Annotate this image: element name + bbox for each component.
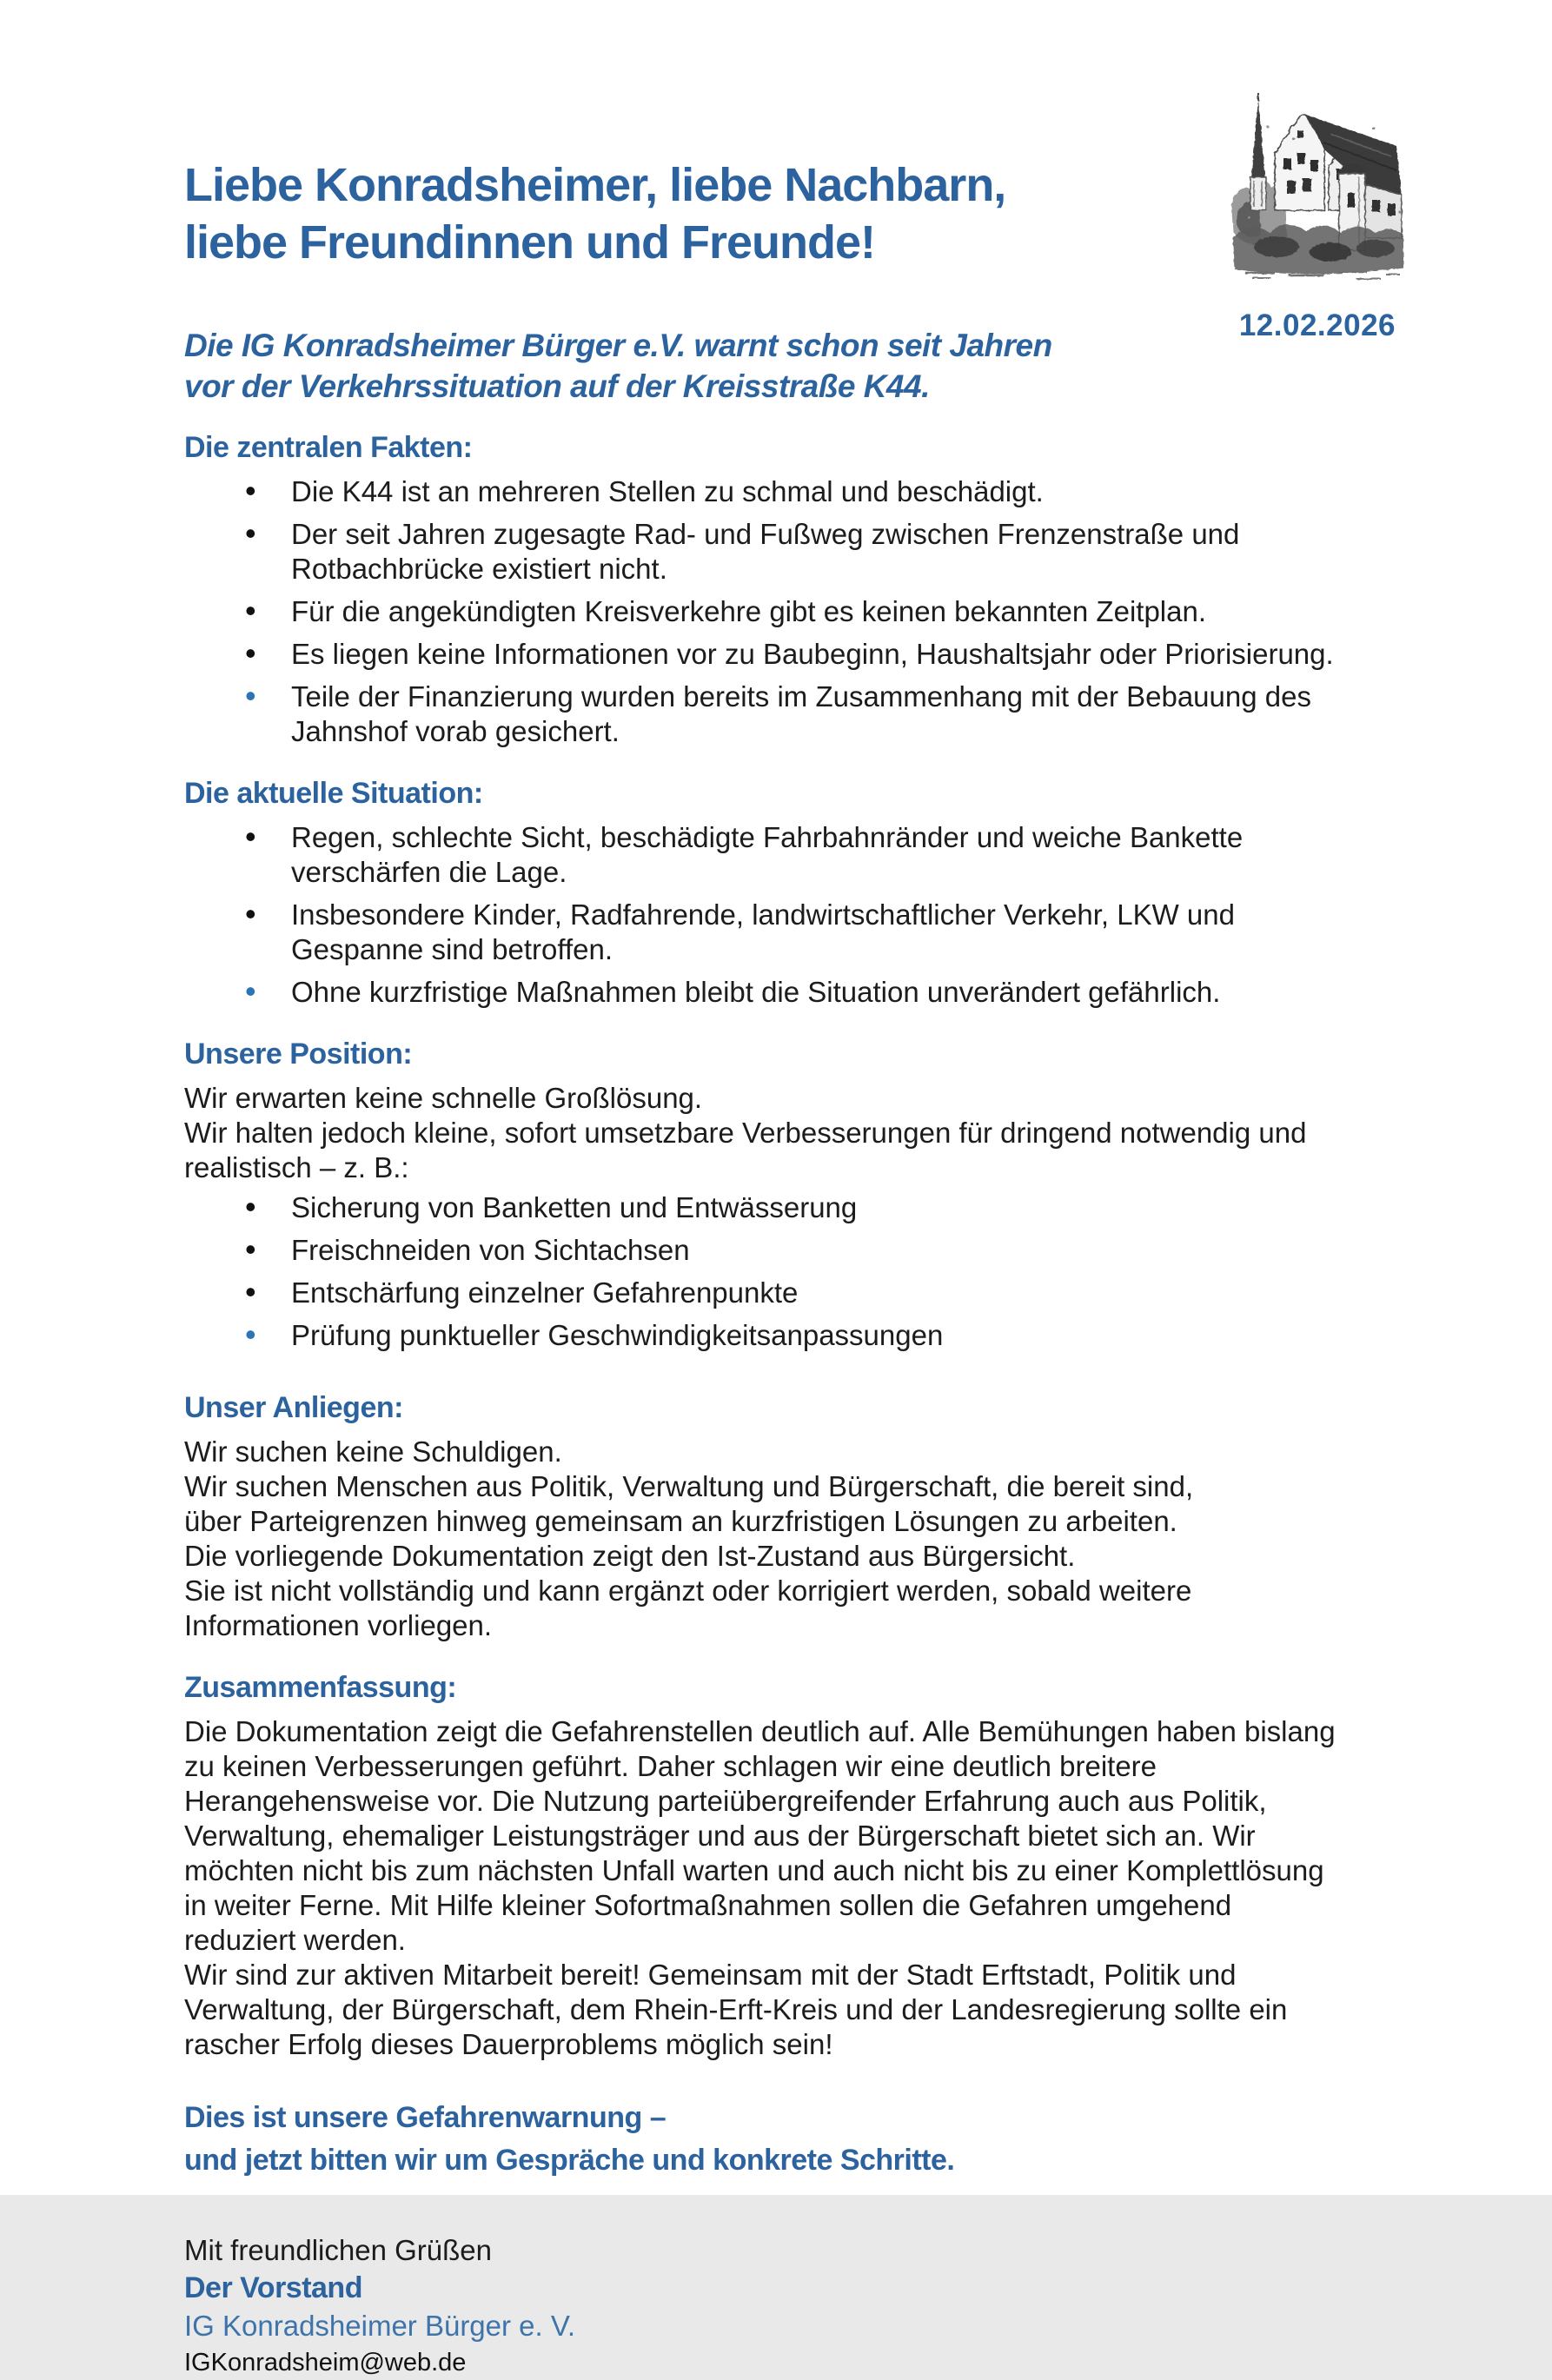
document-date: 12.02.2026 bbox=[1238, 308, 1396, 342]
situation-list bbox=[184, 820, 1435, 1010]
list-item: • Freischneiden von Sichtachsen bbox=[184, 1233, 1435, 1268]
position-list bbox=[184, 1190, 1435, 1353]
castle-sketch-image bbox=[1226, 89, 1413, 286]
list-item: • Teile der Finanzierung wurden bereits im Zusammenhang mit der Bebauung des Jahnshof vorab gesichert. bbox=[184, 680, 1435, 749]
facts-list bbox=[184, 474, 1435, 749]
closing-statement bbox=[184, 2097, 1435, 2182]
signature-org: IG Konradsheimer Bürger e. V. bbox=[184, 2310, 576, 2342]
signature-greeting: Mit freundlichen Grüßen bbox=[184, 2234, 492, 2266]
list-item: • Ohne kurzfristige Maßnahmen bleibt die Situation unverändert gefährlich. bbox=[184, 975, 1435, 1010]
letter-subtitle-line-1: Die IG Konradsheimer Bürger e.V. warnt schon seit Jahren bbox=[184, 328, 1052, 363]
list-item: • Der seit Jahren zugesagte Rad- und Fußweg zwischen Frenzenstraße und Rotbachbrücke existiert nicht. bbox=[184, 517, 1435, 587]
closing-line-1: Dies ist unsere Gefahrenwarnung – bbox=[184, 2101, 667, 2134]
section-heading-zusammenfassung: Zusammenfassung: bbox=[184, 1671, 457, 1704]
list-item: • Prüfung punktueller Geschwindigkeitsanpassungen bbox=[184, 1318, 1435, 1353]
signature-role: Der Vorstand bbox=[184, 2271, 362, 2304]
section-heading-facts: Die zentralen Fakten: bbox=[184, 431, 473, 464]
header-image-block bbox=[1213, 89, 1435, 343]
position-paragraph: Wir erwarten keine schnelle Großlösung. Wir halten jedoch kleine, sofort umsetzbare Verbesserungen für dringend notwendig und realistisch – z. B.: bbox=[184, 1082, 1307, 1183]
list-item: • Für die angekündigten Kreisverkehre gibt es keinen bekannten Zeitplan. bbox=[184, 594, 1435, 629]
signature-email: IGKonradsheim@web.de bbox=[184, 2349, 467, 2377]
zusammenfassung-paragraph: Die Dokumentation zeigt die Gefahrenstellen deutlich auf. Alle Bemühungen haben bislang zu keinen Verbesserungen geführt. Daher schlagen wir eine deutlich breitere Herangehensweise vor. Die Nutzung parteiübergreifender Erfahrung auch aus Politik, Verwaltung, ehemaliger Leistungsträger und aus der Bürgerschaft bietet sich an. Wir möchten nicht bis zum nächsten Unfall warten und auch nicht bis zu einer Komplettlösung in weiter Ferne. Mit Hilfe kleiner Sofortmaßnahmen sollen die Gefahren umgehend reduziert werden. Wir sind zur aktiven Mitarbeit bereit! Gemeinsam mit der Stadt Erftstadt, Politik und Verwaltung, der Bürgerschaft, dem Rhein-Erft-Kreis und der Landesregierung sollte ein rascher Erfolg dieses Dauerproblems möglich sein! bbox=[184, 1715, 1336, 2060]
anliegen-paragraph: Wir suchen keine Schuldigen. Wir suchen Menschen aus Politik, Verwaltung und Bürgerschaft, die bereit sind, über Parteigrenzen hinweg gemeinsam an kurzfristigen Lösungen zu arbeiten. Die vorliegende Dokumentation zeigt den Ist-Zustand aus Bürgersicht. Sie ist nicht vollständig und kann ergänzt oder korrigiert werden, sobald weitere Informationen vorliegen. bbox=[184, 1435, 1194, 1641]
list-item: • Sicherung von Banketten und Entwässerung bbox=[184, 1190, 1435, 1225]
list-item: • Es liegen keine Informationen vor zu Baubeginn, Haushaltsjahr oder Priorisierung. bbox=[184, 637, 1435, 672]
letter-title-line-2: liebe Freundinnen und Freunde! bbox=[184, 216, 876, 268]
list-item: • Insbesondere Kinder, Radfahrende, landwirtschaftlicher Verkehr, LKW und Gespanne sind betroffen. bbox=[184, 898, 1435, 967]
list-item: • Entschärfung einzelner Gefahrenpunkte bbox=[184, 1276, 1435, 1310]
list-item: • Die K44 ist an mehreren Stellen zu schmal und beschädigt. bbox=[184, 474, 1435, 509]
letter-title-line-1: Liebe Konradsheimer, liebe Nachbarn, bbox=[184, 159, 1006, 211]
signature-block bbox=[184, 2232, 1435, 2380]
section-heading-position: Unsere Position: bbox=[184, 1038, 413, 1071]
closing-line-2: und jetzt bitten wir um Gespräche und konkrete Schritte. bbox=[184, 2144, 955, 2177]
letter-subtitle-line-2: vor der Verkehrssituation auf der Kreisstraße K44. bbox=[184, 368, 930, 404]
list-item: • Regen, schlechte Sicht, beschädigte Fahrbahnränder und weiche Bankette verschärfen die Lage. bbox=[184, 820, 1435, 890]
section-heading-anliegen: Unser Anliegen: bbox=[184, 1391, 403, 1424]
section-heading-situation: Die aktuelle Situation: bbox=[184, 777, 483, 810]
